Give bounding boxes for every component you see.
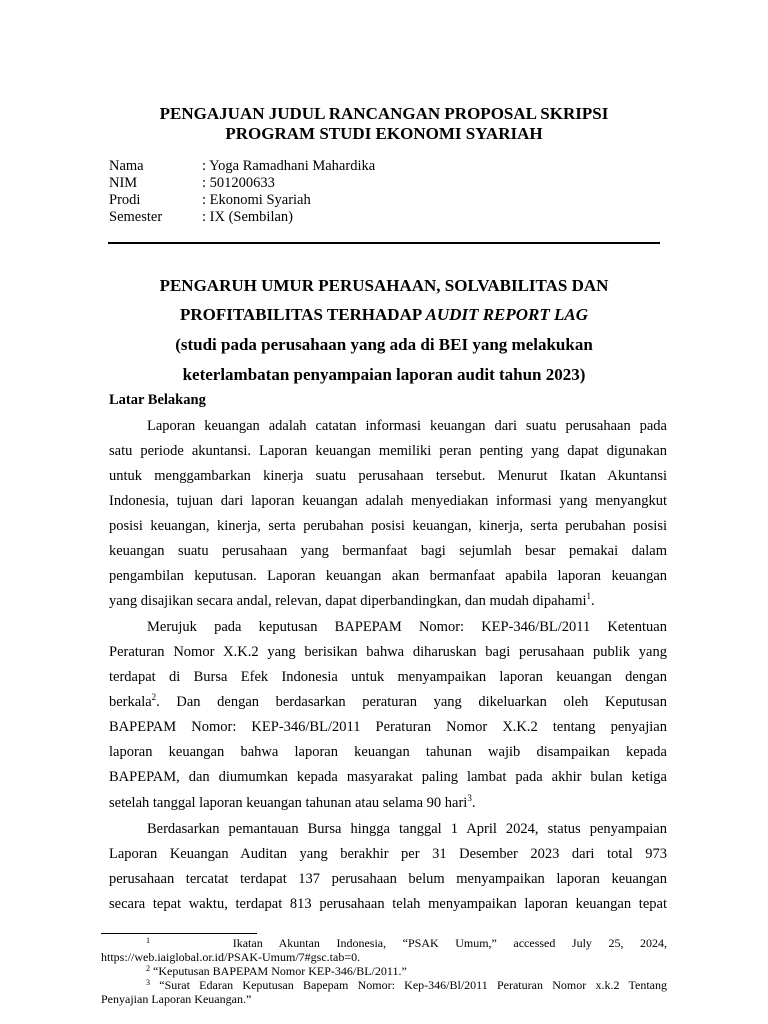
identity-row-semester [109,209,375,226]
footnote-ref-2[interactable]: 2 [151,692,157,702]
footnote-ref-1[interactable]: 1 [586,591,592,601]
paragraph-text: . Dan dengan berdasarkan peraturan yang dikeluarkan oleh Keputusan [156,694,667,710]
research-title-line2 [0,305,768,325]
research-title-line1: PENGARUH UMUR PERUSAHAAN, SOLVABILITAS DAN [159,276,609,295]
paragraph-line: untuk menggambarkan kinerja suatu perusahaan tersebut. Menurut Ikatan Akuntansi [109,468,667,484]
identity-label: Prodi [109,192,141,208]
paragraph-line [109,694,667,711]
identity-label: Semester [109,209,163,225]
footnote-text: Ikatan Akuntan Indonesia, “PSAK Umum,” accessed July 25, 2024, [232,936,667,950]
paragraph-text: berkala [109,694,152,710]
paragraph-line: Laporan Keuangan Auditan yang berakhir per 31 Desember 2023 dari total 973 [109,846,667,862]
footnote-1-url[interactable]: https://web.iaiglobal.or.id/PSAK-Umum/7#gsc.tab=0. [101,950,361,964]
footnote-number: 1 [146,936,150,945]
footnote-text: “Surat Edaran Keputusan Bapepam Nomor: Kep-346/Bl/2011 Peraturan Nomor x.k.2 Tentang [159,978,668,992]
paragraph-text: setelah tanggal laporan keuangan tahunan atau selama 90 hari [109,795,468,811]
horizontal-divider [108,242,660,244]
paragraph-line: Berdasarkan pemantauan Bursa hingga tanggal 1 April 2024, status penyampaian [147,821,667,837]
identity-row-name [109,158,375,175]
paragraph-line: BAPEPAM, dan diumumkan kepada masyarakat paling lambat pada akhir bulan ketiga [109,769,667,785]
paragraph-line [109,795,667,812]
paragraph-line: keuangan suatu perusahaan yang bermanfaat bagi sejumlah besar pemakai dalam [109,543,667,559]
identity-label: NIM [109,175,138,191]
paragraph-line: perusahaan tercatat terdapat 137 perusahaan belum menyampaikan laporan keuangan [109,871,667,887]
footnote-ref-3[interactable]: 3 [467,793,472,803]
identity-value: : IX (Sembilan) [202,209,294,225]
research-title-line4: keterlambatan penyampaian laporan audit tahun 2023) [182,365,586,384]
student-identity [109,158,375,226]
footnote-number: 3 [146,978,150,987]
paragraph-line: secara tepat waktu, terdapat 813 perusahaan telah menyampaikan laporan keuangan tepat [109,896,667,912]
footnote-text: “Keputusan BAPEPAM Nomor KEP-346/BL/2011.” [153,964,407,978]
footnote-2 [146,964,667,978]
paragraph-line: terdapat di Bursa Efek Indonesia untuk menyampaikan laporan keuangan dengan [109,669,667,685]
paragraph-line: posisi keuangan, kinerja, serta perubahan posisi keuangan, kinerja, serta perubahan posisi [109,518,667,534]
footnote-3 [146,978,667,992]
identity-value: : 501200633 [202,175,275,191]
paragraph-line: satu periode akuntansi. Laporan keuangan memiliki peran penting yang dapat digunakan [109,443,667,459]
footnote-number: 2 [146,964,150,973]
section-heading: Latar Belakang [109,392,206,408]
paragraph-line: BAPEPAM Nomor: KEP-346/BL/2011 Peraturan Nomor X.K.2 tentang penyajian [109,719,667,735]
research-title-line3: (studi pada perusahaan yang ada di BEI yang melakukan [175,335,593,354]
paragraph-line: laporan keuangan bahwa laporan keuangan tahunan wajib disampaikan kepada [109,744,667,760]
research-title-italic: AUDIT REPORT LAG [425,305,589,324]
identity-value: : Yoga Ramadhani Mahardika [202,158,376,174]
paragraph-line: Merujuk pada keputusan BAPEPAM Nomor: KEP-346/BL/2011 Ketentuan [147,619,667,635]
paragraph-line: pengambilan keputusan. Laporan keuangan akan bermanfaat apabila laporan keuangan [109,568,667,584]
identity-label: Nama [109,158,144,174]
identity-row-nim [109,175,375,192]
document-heading-line1: PENGAJUAN JUDUL RANCANGAN PROPOSAL SKRIPSI [159,104,609,123]
identity-row-prodi [109,192,375,209]
footnote-3-cont: Penyajian Laporan Keuangan.” [101,992,252,1006]
paragraph-text: . [591,593,595,609]
identity-value: : Ekonomi Syariah [202,192,311,208]
paragraph-text: yang disajikan secara andal, relevan, dapat diperbandingkan, dan mudah dipahami [109,593,587,609]
paragraph-line: Indonesia, tujuan dari laporan keuangan adalah menyediakan informasi yang menyangkut [109,493,667,509]
research-title-prefix: PROFITABILITAS TERHADAP [179,305,426,324]
paragraph-line [109,593,667,610]
paragraph-line: Laporan keuangan adalah catatan informasi keuangan dari suatu perusahaan pada [147,418,667,434]
document-heading-line2: PROGRAM STUDI EKONOMI SYARIAH [225,124,543,143]
footnote-separator [101,933,257,934]
footnote-1 [146,936,667,950]
paragraph-line: Peraturan Nomor X.K.2 yang berisikan bahwa diharuskan bagi perusahaan publik yang [109,644,667,660]
paragraph-text: . [471,795,476,811]
